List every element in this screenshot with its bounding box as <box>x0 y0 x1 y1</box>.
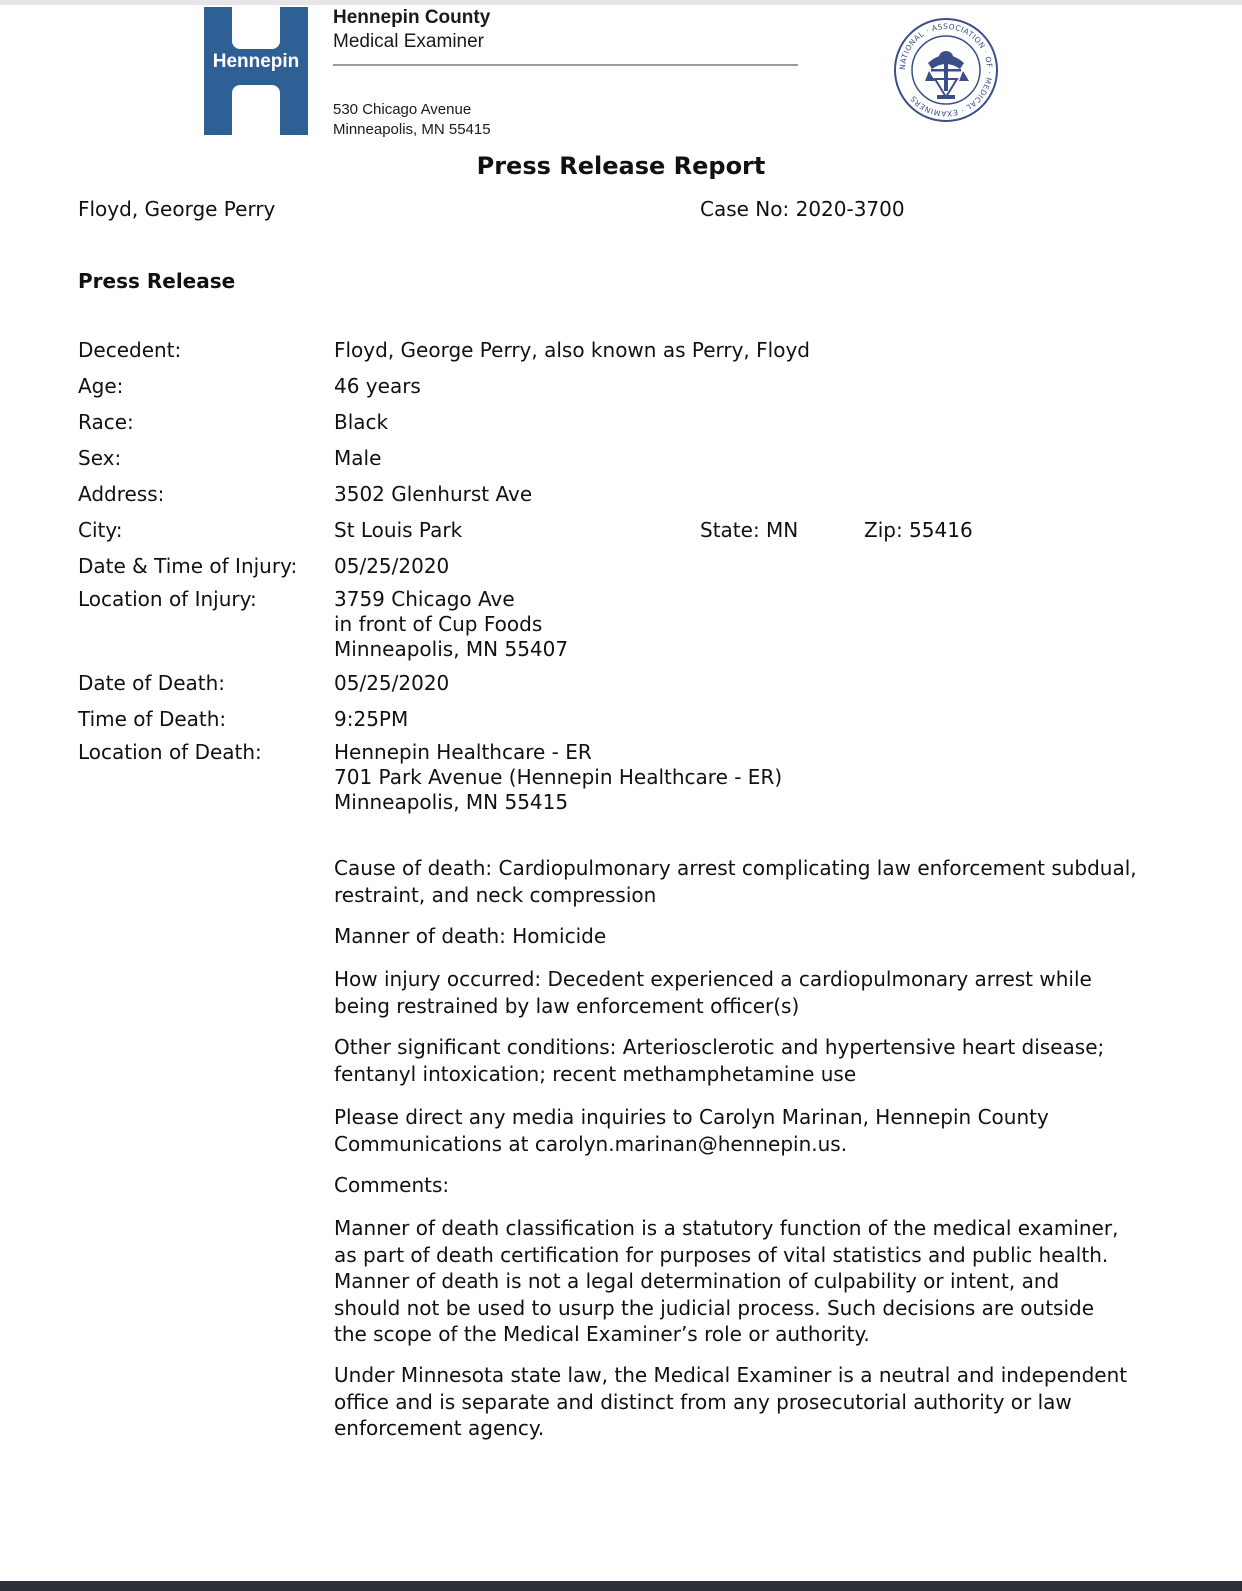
hennepin-logo <box>204 7 308 135</box>
city-value: St Louis Park <box>334 518 463 542</box>
org-sub: Medical Examiner <box>333 31 484 52</box>
injury-location-line-3: Minneapolis, MN 55407 <box>334 637 569 661</box>
comment-1-line-1: Manner of death classification is a statutory function of the medical examiner, <box>334 1216 1119 1240</box>
injury-location-value <box>334 587 568 662</box>
comment-1-line-4: should not be used to usurp the judicial process. Such decisions are outside <box>334 1295 1095 1320</box>
address-line-1: 530 Chicago Avenue <box>333 101 472 118</box>
injury-location-line-2: in front of Cup Foods <box>334 612 543 636</box>
comment-paragraph-1 <box>334 1215 1164 1348</box>
race-label: Race: <box>78 410 134 434</box>
sex-value: Male <box>334 446 382 470</box>
media-inquiries <box>334 1104 1164 1157</box>
case-number: Case No: 2020-3700 <box>700 197 905 221</box>
seal-icon <box>893 17 999 123</box>
org-name: Hennepin County <box>333 7 491 28</box>
state-value: State: MN <box>700 518 799 542</box>
section-heading: Press Release <box>78 269 236 293</box>
logo-text: Hennepin <box>212 51 300 72</box>
death-time-label: Time of Death: <box>78 707 227 731</box>
org-block <box>333 6 490 54</box>
comment-1-line-5: the scope of the Medical Examiner’s role or authority. <box>334 1322 870 1346</box>
death-date-value: 05/25/2020 <box>334 671 450 695</box>
seal-text: NATIONAL · ASSOCIATION · OF · MEDICAL · EXAMINERS <box>897 21 995 119</box>
comment-paragraph-2 <box>334 1362 1164 1442</box>
org-address <box>333 100 491 140</box>
zip-value: Zip: 55416 <box>864 518 973 542</box>
media-line-1: Please direct any media inquiries to Carolyn Marinan, Hennepin County <box>334 1105 1049 1129</box>
race-value: Black <box>334 410 389 434</box>
city-label: City: <box>78 518 123 542</box>
comment-2-line-2: office and is separate and distinct from any prosecutorial authority or law <box>334 1389 1072 1414</box>
comment-1-line-3: Manner of death is not a legal determination of culpability or intent, and <box>334 1269 1060 1293</box>
manner-of-death: Manner of death: Homicide <box>334 924 607 948</box>
header-rule <box>333 64 798 66</box>
page-title: Press Release Report <box>476 152 766 180</box>
injury-datetime-value: 05/25/2020 <box>334 554 450 578</box>
cause-line-2: restraint, and neck compression <box>334 882 657 907</box>
comment-2-line-3: enforcement agency. <box>334 1416 545 1440</box>
other-conditions <box>334 1034 1164 1087</box>
injury-datetime-label: Date & Time of Injury: <box>78 554 298 578</box>
how-injury-occurred <box>334 966 1164 1019</box>
address-line-2: Minneapolis, MN 55415 <box>333 121 491 138</box>
comment-2-line-1: Under Minnesota state law, the Medical Examiner is a neutral and independent <box>334 1363 1128 1387</box>
address-label: Address: <box>78 482 165 506</box>
death-location-line-3: Minneapolis, MN 55415 <box>334 790 569 814</box>
decedent-value: Floyd, George Perry, also known as Perry, Floyd <box>334 338 810 362</box>
how-line-2: being restrained by law enforcement officer(s) <box>334 993 800 1018</box>
cause-of-death <box>334 855 1164 908</box>
decedent-label: Decedent: <box>78 338 182 362</box>
death-location-value <box>334 740 782 815</box>
other-line-2: fentanyl intoxication; recent methamphetamine use <box>334 1061 857 1086</box>
injury-location-label: Location of Injury: <box>78 587 257 611</box>
how-line-1: How injury occurred: Decedent experienced a cardiopulmonary arrest while <box>334 967 1092 991</box>
death-time-value: 9:25PM <box>334 707 409 731</box>
cause-line-1: Cause of death: Cardiopulmonary arrest complicating law enforcement subdual, <box>334 856 1137 880</box>
comment-1-line-2: as part of death certification for purposes of vital statistics and public health. <box>334 1242 1109 1267</box>
sex-label: Sex: <box>78 446 122 470</box>
death-location-label: Location of Death: <box>78 740 262 764</box>
age-label: Age: <box>78 374 124 398</box>
death-location-line-2: 701 Park Avenue (Hennepin Healthcare - ER) <box>334 765 783 789</box>
injury-location-line-1: 3759 Chicago Ave <box>334 587 515 611</box>
bottom-edge <box>0 1581 1242 1591</box>
top-edge <box>0 0 1242 5</box>
address-value: 3502 Glenhurst Ave <box>334 482 533 506</box>
death-location-line-1: Hennepin Healthcare - ER <box>334 740 592 764</box>
death-date-label: Date of Death: <box>78 671 226 695</box>
decedent-name-header: Floyd, George Perry <box>78 197 276 221</box>
comments-heading: Comments: <box>334 1173 450 1197</box>
other-line-1: Other significant conditions: Arteriosclerotic and hypertensive heart disease; <box>334 1035 1105 1059</box>
age-value: 46 years <box>334 374 421 398</box>
media-line-2: Communications at carolyn.marinan@hennepin.us. <box>334 1131 848 1156</box>
